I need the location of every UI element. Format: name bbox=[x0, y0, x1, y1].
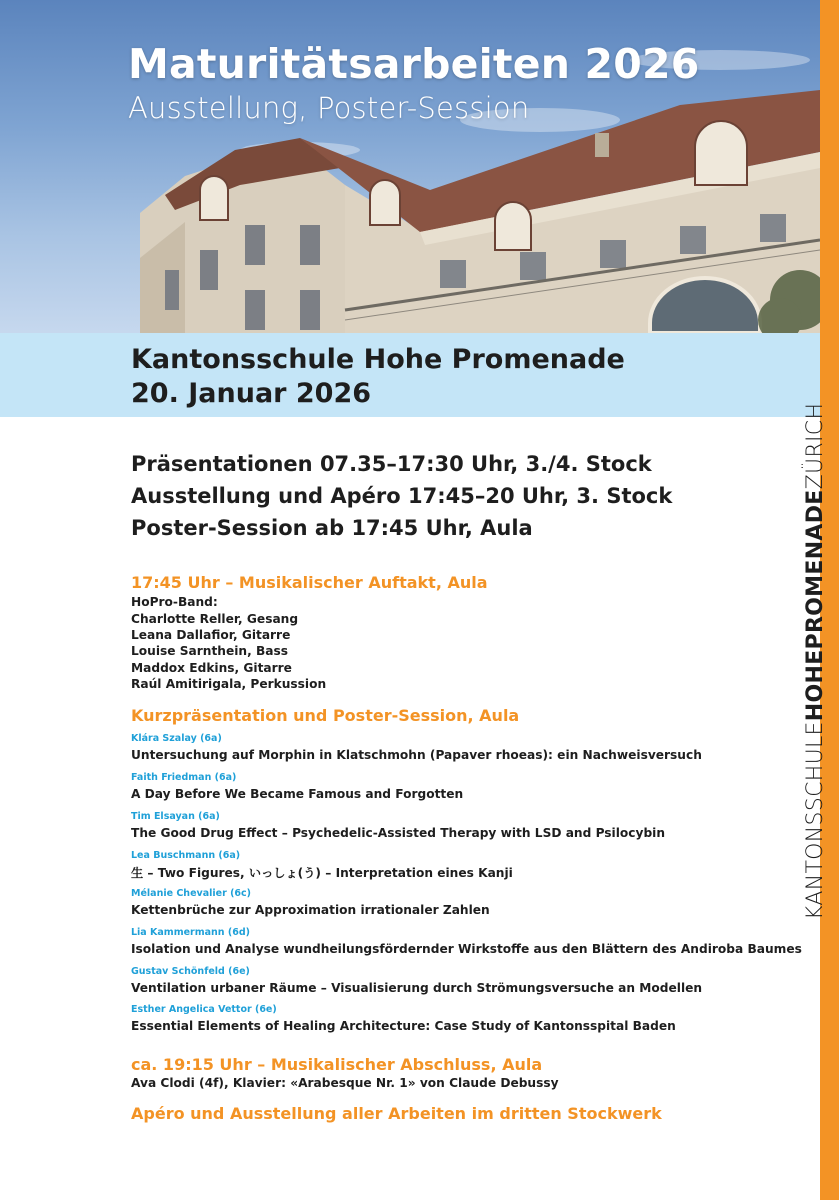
presentation-title: Ventilation urbaner Räume – Visualisierung durch Strömungsversuche an Modellen bbox=[131, 981, 703, 995]
schedule-exhibition: Ausstellung und Apéro 17:45–20 Uhr, 3. Stock bbox=[131, 484, 673, 508]
presentation-author: Klára Szalay (6a) bbox=[131, 733, 222, 744]
presentation-title: The Good Drug Effect – Psychedelic-Assisted Therapy with LSD and Psilocybin bbox=[131, 826, 666, 840]
page-title: Maturitätsarbeiten 2026 bbox=[128, 40, 700, 88]
presentation-title: A Day Before We Became Famous and Forgotten bbox=[131, 787, 464, 801]
presentation-title: Isolation und Analyse wundheilungsfördernder Wirkstoffe aus den Blättern des Andiroba Baumes bbox=[131, 942, 802, 956]
schedule-poster-session: Poster-Session ab 17:45 Uhr, Aula bbox=[131, 516, 533, 540]
opening-line: Raúl Amitirigala, Perkussion bbox=[131, 677, 327, 691]
presentation-author: Mélanie Chevalier (6c) bbox=[131, 888, 251, 899]
presentation-title: Kettenbrüche zur Approximation irrationaler Zahlen bbox=[131, 903, 490, 917]
presentation-author: Lea Buschmann (6a) bbox=[131, 850, 241, 861]
schedule-presentations: Präsentationen 07.35–17:30 Uhr, 3./4. Stock bbox=[131, 452, 652, 476]
presentation-title: Untersuchung auf Morphin in Klatschmohn (Papaver rhoeas): ein Nachweisversuch bbox=[131, 748, 702, 762]
closing-heading: ca. 19:15 Uhr – Musikalischer Abschluss, Aula bbox=[131, 1055, 543, 1074]
hero-image bbox=[0, 0, 820, 333]
venue-name: Kantonsschule Hohe Promenade bbox=[131, 344, 625, 375]
opening-line: Leana Dallafior, Gitarre bbox=[131, 628, 291, 642]
wordmark-part-1: KANTONSSCHULE bbox=[802, 721, 828, 920]
event-date: 20. Januar 2026 bbox=[131, 378, 372, 409]
presentation-author: Lia Kammermann (6d) bbox=[131, 927, 250, 938]
wordmark-part-3: ZÜRICH bbox=[802, 402, 828, 490]
closing-line: Ava Clodi (4f), Klavier: «Arabesque Nr. 1» von Claude Debussy bbox=[131, 1076, 559, 1090]
opening-line: Maddox Edkins, Gitarre bbox=[131, 661, 292, 675]
page-subtitle: Ausstellung, Poster-Session bbox=[128, 91, 530, 125]
wordmark-part-2: HOHEPROMENADE bbox=[802, 489, 828, 722]
opening-line: HoPro-Band: bbox=[131, 595, 218, 609]
presentation-title: Essential Elements of Healing Architecture: Case Study of Kantonsspital Baden bbox=[131, 1019, 676, 1033]
final-heading: Apéro und Ausstellung aller Arbeiten im dritten Stockwerk bbox=[131, 1104, 662, 1123]
school-wordmark bbox=[800, 402, 830, 920]
opening-line: Louise Sarnthein, Bass bbox=[131, 644, 288, 658]
presentations-heading: Kurzpräsentation und Poster-Session, Aula bbox=[131, 706, 520, 725]
presentation-author: Esther Angelica Vettor (6e) bbox=[131, 1004, 277, 1015]
presentation-author: Gustav Schönfeld (6e) bbox=[131, 966, 250, 977]
presentation-author: Tim Elsayan (6a) bbox=[131, 811, 220, 822]
presentation-title: 生 – Two Figures, いっしょ(う) – Interpretation eines Kanji bbox=[131, 866, 513, 880]
opening-heading: 17:45 Uhr – Musikalischer Auftakt, Aula bbox=[131, 573, 488, 592]
opening-line: Charlotte Reller, Gesang bbox=[131, 612, 299, 626]
presentation-author: Faith Friedman (6a) bbox=[131, 772, 237, 783]
